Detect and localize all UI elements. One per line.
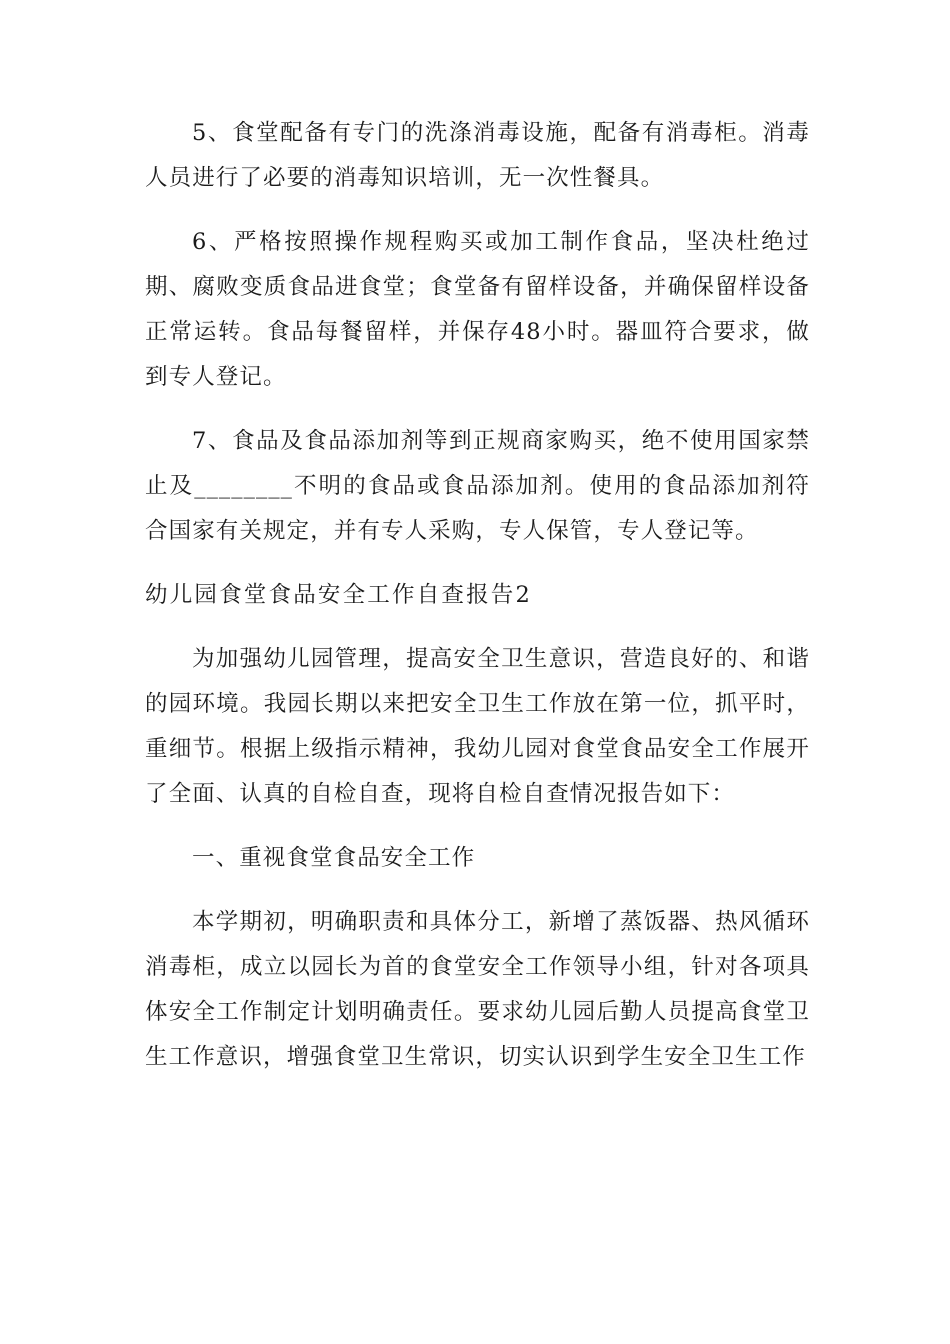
- section-heading-one: 一、重视食堂食品安全工作: [192, 845, 476, 871]
- paragraph-item-5: 5、食堂配备有专门的洗涤消毒设施，配备有消毒柜。消毒人员进行了必要的消毒知识培训，无一次性餐具。: [145, 120, 810, 191]
- document-body: [145, 111, 810, 1080]
- paragraph-item-6: 6、严格按照操作规程购买或加工制作食品，坚决杜绝过期、腐败变质食品进食堂；食堂备有留样设备，并确保留样设备正常运转。食品每餐留样，并保存48小时。器皿符合要求，做到专人登记。: [145, 229, 810, 390]
- paragraph-item-7: 7、食品及食品添加剂等到正规商家购买，绝不使用国家禁止及________不明的食品或食品添加剂。使用的食品添加剂符合国家有关规定，并有专人采购，专人保管，专人登记等。: [145, 428, 810, 544]
- section-one-paragraph: 本学期初，明确职责和具体分工，新增了蒸饭器、热风循环消毒柜，成立以园长为首的食堂安全工作领导小组，针对各项具体安全工作制定计划明确责任。要求幼儿园后勤人员提高食堂卫生工作意识，增强食堂卫生常识，切实认识到学生安全卫生工作: [145, 909, 810, 1070]
- intro-paragraph: 为加强幼儿园管理，提高安全卫生意识，营造良好的、和谐的园环境。我园长期以来把安全卫生工作放在第一位，抓平时，重细节。根据上级指示精神，我幼儿园对食堂食品安全工作展开了全面、认真的自检自查，现将自检自查情况报告如下：: [145, 646, 810, 807]
- report-heading: 幼儿园食堂食品安全工作自查报告2: [145, 582, 533, 608]
